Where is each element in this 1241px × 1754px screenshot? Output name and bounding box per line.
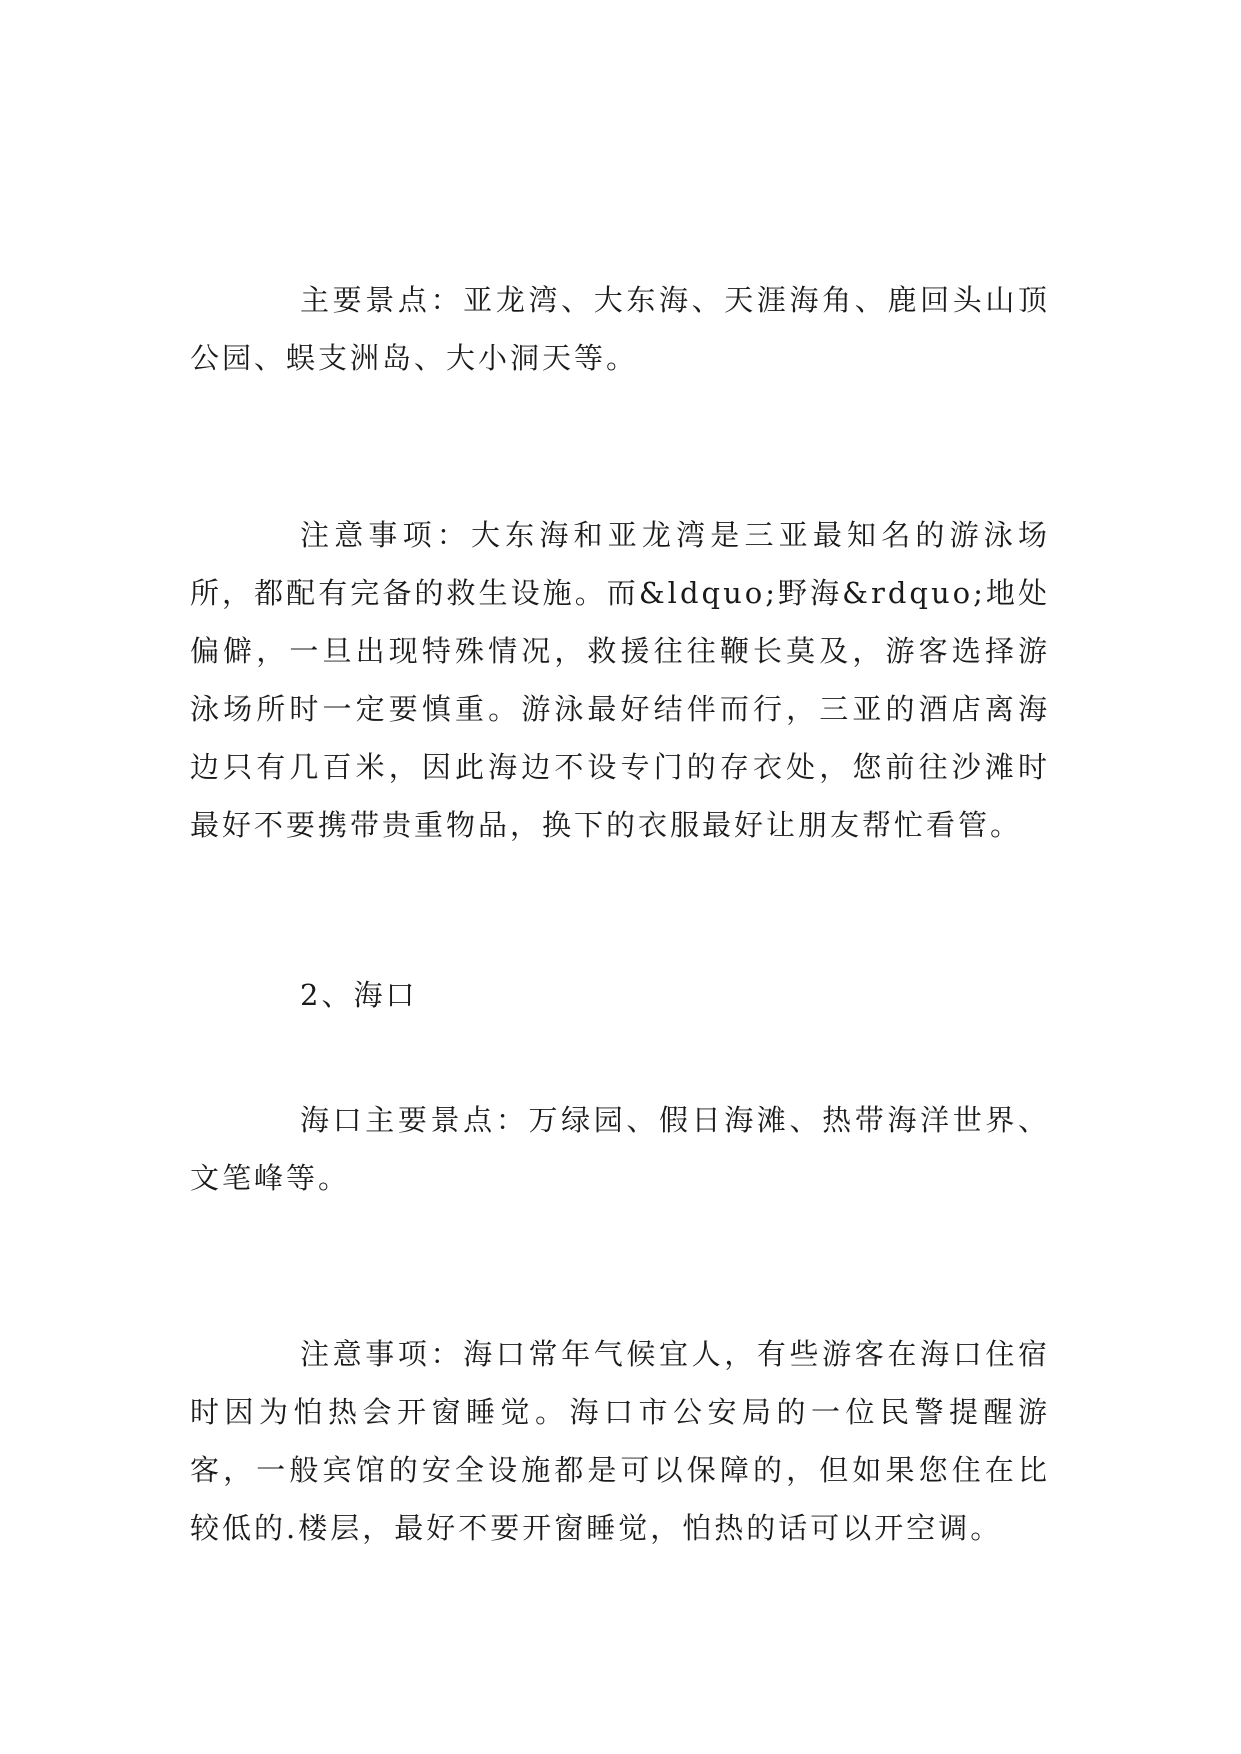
section-heading-haikou: 2、海口 xyxy=(300,978,418,1012)
paragraph-haikou-attractions: 海口主要景点：万绿园、假日海滩、热带海洋世界、文笔峰等。 xyxy=(190,1103,1050,1195)
paragraph-sanya-notes: 注意事项：大东海和亚龙湾是三亚最知名的游泳场所，都配有完备的救生设施。而&ldquo;野海&rdquo;地处偏僻，一旦出现特殊情况，救援往往鞭长莫及，游客选择游泳场所时一定要慎重。游泳最好结伴而行，三亚的酒店离海边只有几百米，因此海边不设专门的存衣处，您前往沙滩时最好不要携带贵重物品，换下的衣服最好让朋友帮忙看管。 xyxy=(190,518,1050,842)
paragraph-haikou-notes: 注意事项：海口常年气候宜人，有些游客在海口住宿时因为怕热会开窗睡觉。海口市公安局的一位民警提醒游客，一般宾馆的安全设施都是可以保障的，但如果您住在比较低的.楼层，最好不要开窗睡觉，怕热的话可以开空调。 xyxy=(190,1337,1050,1545)
paragraph-sanya-attractions: 主要景点：亚龙湾、大东海、天涯海角、鹿回头山顶公园、蜈支洲岛、大小洞天等。 xyxy=(190,283,1050,375)
